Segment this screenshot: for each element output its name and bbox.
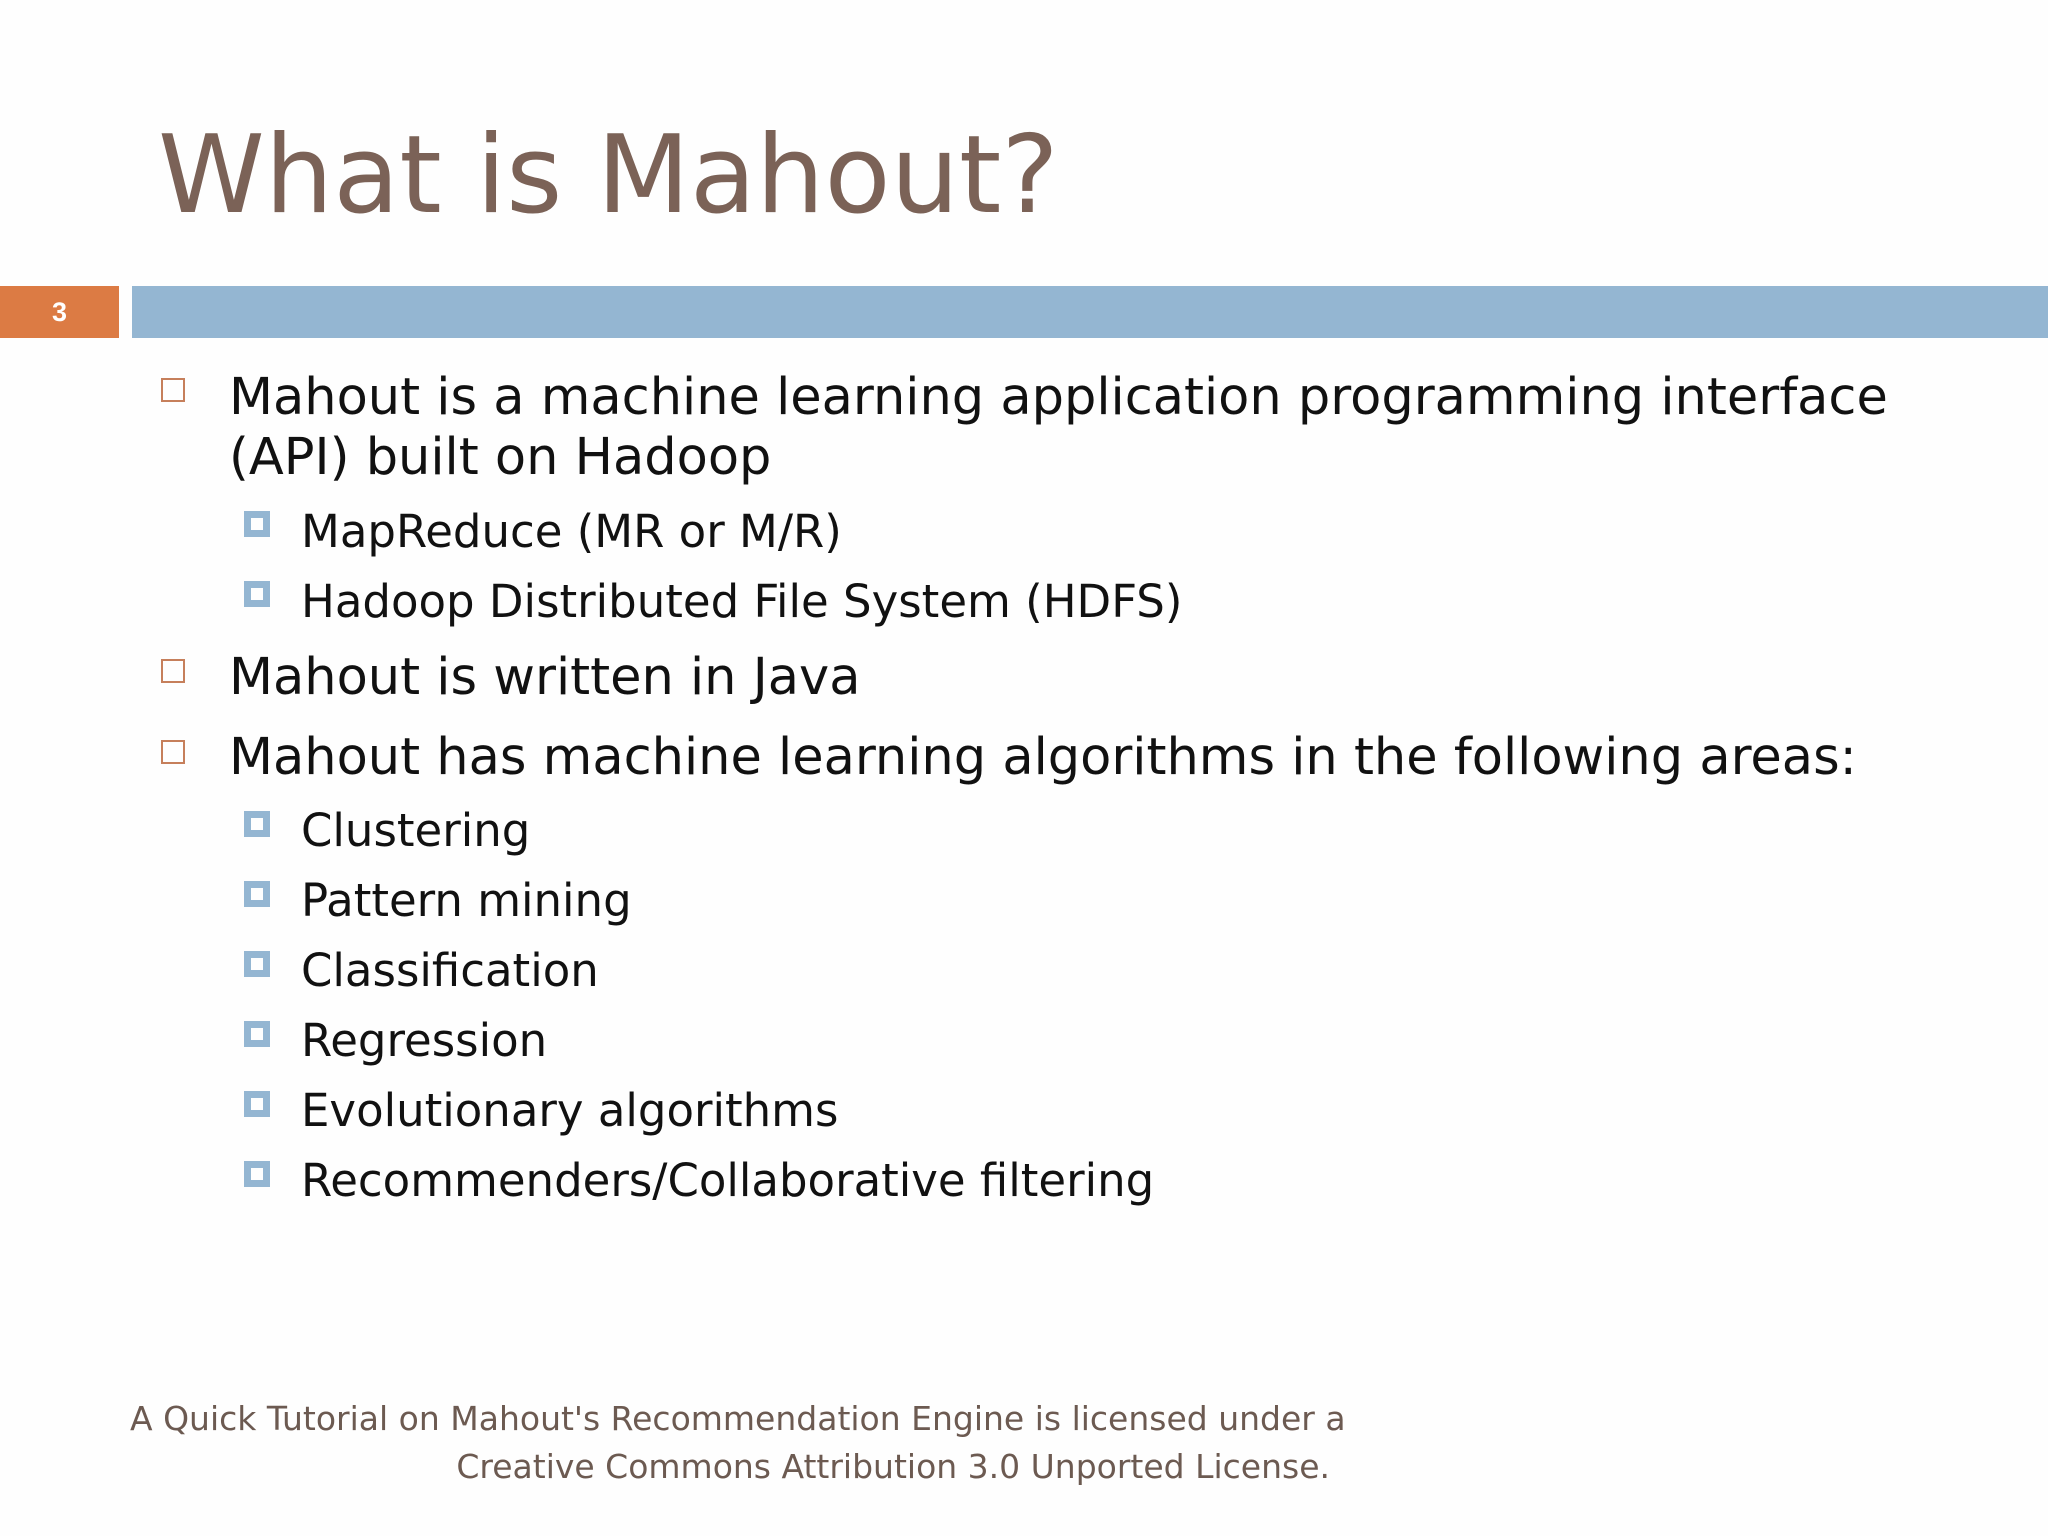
sub-bullet-text: Regression <box>301 1014 548 1067</box>
bullet-text: Mahout has machine learning algorithms in the following areas: <box>229 728 1857 787</box>
square-bullet-icon <box>244 811 270 837</box>
sub-bullet-text: MapReduce (MR or M/R) <box>301 505 842 558</box>
square-bullet-icon <box>244 1091 270 1117</box>
sub-bullet-text: Classification <box>301 944 599 997</box>
slide-title: What is Mahout? <box>158 113 1059 238</box>
square-bullet-icon <box>244 1021 270 1047</box>
license-footer-line: Creative Commons Attribution 3.0 Unported License. <box>456 1447 1330 1486</box>
sub-bullet-text: Hadoop Distributed File System (HDFS) <box>301 575 1183 628</box>
sub-bullet-text: Pattern mining <box>301 874 632 927</box>
title-divider-bar <box>132 286 2048 338</box>
license-footer <box>130 1395 1346 1491</box>
square-bullet-icon <box>244 951 270 977</box>
sub-bullet-text: Recommenders/Collaborative filtering <box>301 1154 1155 1207</box>
slide-number: 3 <box>0 286 119 338</box>
square-bullet-icon <box>244 581 270 607</box>
square-bullet-icon <box>244 511 270 537</box>
hollow-square-bullet-icon <box>161 378 185 402</box>
square-bullet-icon <box>244 881 270 907</box>
hollow-square-bullet-icon <box>161 659 185 683</box>
hollow-square-bullet-icon <box>161 740 185 764</box>
license-footer-line: A Quick Tutorial on Mahout's Recommendation Engine is licensed under a <box>130 1399 1346 1438</box>
bullet-text: Mahout is written in Java <box>229 648 861 707</box>
square-bullet-icon <box>244 1161 270 1187</box>
sub-bullet-text: Clustering <box>301 804 531 857</box>
bullet-text-continuation: (API) built on Hadoop <box>229 428 772 487</box>
sub-bullet-text: Evolutionary algorithms <box>301 1084 839 1137</box>
bullet-text: Mahout is a machine learning application programming interface <box>229 368 1888 427</box>
